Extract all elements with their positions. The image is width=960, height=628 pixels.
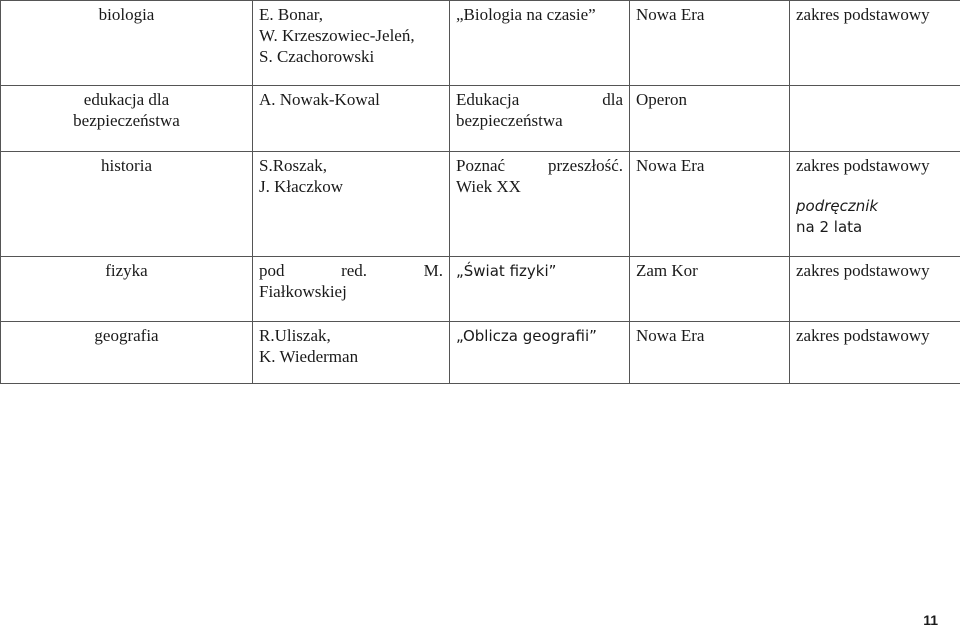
table-row — [1, 257, 960, 322]
subject-cell: edukacja dla bezpieczeństwa — [1, 86, 253, 152]
level-cell: zakres podstawowy — [790, 1, 960, 86]
subject-cell: geografia — [1, 322, 253, 384]
publisher-cell: Nowa Era — [630, 322, 790, 384]
title-cell: Poznać przeszłość. Wiek XX — [450, 152, 630, 257]
page-number: 11 — [923, 612, 938, 628]
authors-cell: E. Bonar, W. Krzeszowiec-Jeleń, S. Czachorowski — [253, 1, 450, 86]
title-cell: Edukacja dla bezpieczeństwa — [450, 86, 630, 152]
authors-cell: S.Roszak, J. Kłaczkow — [253, 152, 450, 257]
publisher-cell: Nowa Era — [630, 152, 790, 257]
level-cell: zakres podstawowy — [790, 322, 960, 384]
subject-cell: fizyka — [1, 257, 253, 322]
table-row — [1, 1, 960, 86]
authors-cell: A. Nowak-Kowal — [253, 86, 450, 152]
table-row — [1, 152, 960, 257]
note-italic: podręcznik — [796, 197, 879, 215]
subject-cell: historia — [1, 152, 253, 257]
table-row — [1, 86, 960, 152]
title-cell: „Świat fizyki” — [450, 257, 630, 322]
note: na 2 lata — [796, 218, 863, 236]
publisher-cell: Zam Kor — [630, 257, 790, 322]
table-row — [1, 322, 960, 384]
title-cell: „Oblicza geografii” — [450, 322, 630, 384]
publisher-cell: Operon — [630, 86, 790, 152]
subject-cell: biologia — [1, 1, 253, 86]
authors-cell: R.Uliszak, K. Wiederman — [253, 322, 450, 384]
publisher-cell: Nowa Era — [630, 1, 790, 86]
level-cell — [790, 86, 960, 152]
authors-cell: pod red. M. Fiałkowskiej — [253, 257, 450, 322]
title-cell: „Biologia na czasie” — [450, 1, 630, 86]
level-cell: zakres podstawowy — [790, 257, 960, 322]
level-cell: zakres podstawowy podręcznik na 2 lata — [790, 152, 960, 257]
